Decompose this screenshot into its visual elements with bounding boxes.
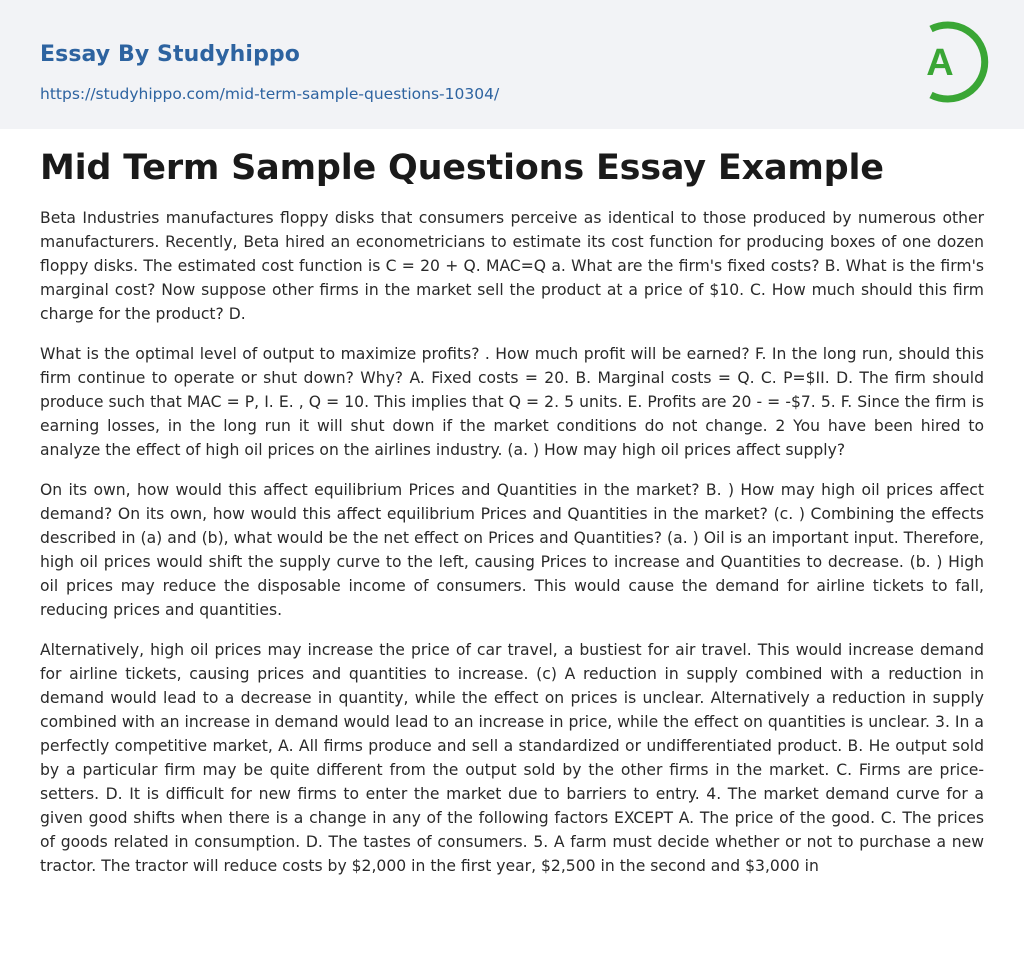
paragraph: On its own, how would this affect equilibrium Prices and Quantities in the market? B. ) How may high oil prices affect demand? On its own, how would this affect equilibrium Prices and Quantities in the market? (c. ) Combining the effects described in (a) and (b), what would be the net effect on Prices and Quantities? (a. ) Oil is an important input. Therefore, high oil prices would shift the supply curve to the left, causing Prices to increase and Quantities to decrease. (b. ) High oil prices may reduce the disposable income of consumers. This would cause the demand for airline tickets to fall, reducing prices and quantities. — [40, 481, 984, 619]
page-title: Mid Term Sample Questions Essay Example — [40, 148, 884, 188]
studyhippo-logo-icon[interactable] — [909, 17, 989, 107]
page-url-link[interactable]: https://studyhippo.com/mid-term-sample-questions-10304/ — [40, 85, 500, 103]
site-header — [0, 0, 1024, 129]
site-title[interactable]: Essay By Studyhippo — [40, 42, 300, 67]
paragraph: What is the optimal level of output to maximize profits? . How much profit will be earned? F. In the long run, should this firm continue to operate or shut down? Why? A. Fixed costs = 20. B. Marginal costs = Q. C. P=$II. D. The firm should produce such that MAC = P, I. E. , Q = 10. This implies that Q = 2. 5 units. E. Profits are 20 - = -$7. 5. F. Since the firm is earning losses, in the long run it will shut down if the market conditions do not change. 2 You have been hired to analyze the effect of high oil prices on the airlines industry. (a. ) How may high oil prices affect supply? — [40, 345, 984, 459]
article — [40, 142, 984, 878]
logo-letter: A — [926, 42, 954, 84]
paragraph: Alternatively, high oil prices may increase the price of car travel, a bustiest for air travel. This would increase demand for airline tickets, causing prices and quantities to increase. (c) A reduction in supply combined with a reduction in demand would lead to a decrease in quantity, while the effect on prices is unclear. Alternatively a reduction in supply combined with an increase in demand would lead to an increase in price, while the effect on quantities is unclear. 3. In a perfectly competitive market, A. All firms produce and sell a standardized or undifferentiated product. B. He output sold by a particular firm may be quite different from the output sold by the other firms in the market. C. Firms are price-setters. D. It is difficult for new firms to enter the market due to barriers to entry. 4. The market demand curve for a given good shifts when there is a change in any of the following factors EXCEPT A. The price of the good. C. The prices of goods related in consumption. D. The tastes of consumers. 5. A farm must decide whether or not to purchase a new tractor. The tractor will reduce costs by $2,000 in the first year, $2,500 in the second and $3,000 in — [40, 641, 984, 875]
paragraph: Beta Industries manufactures floppy disks that consumers perceive as identical to those produced by numerous other manufacturers. Recently, Beta hired an econometricians to estimate its cost function for producing boxes of one dozen floppy disks. The estimated cost function is C = 20 + Q. MAC=Q a. What are the firm's fixed costs? B. What is the firm's marginal cost? Now suppose other firms in the market sell the product at a price of $10. C. How much should this firm charge for the product? D. — [40, 209, 984, 323]
